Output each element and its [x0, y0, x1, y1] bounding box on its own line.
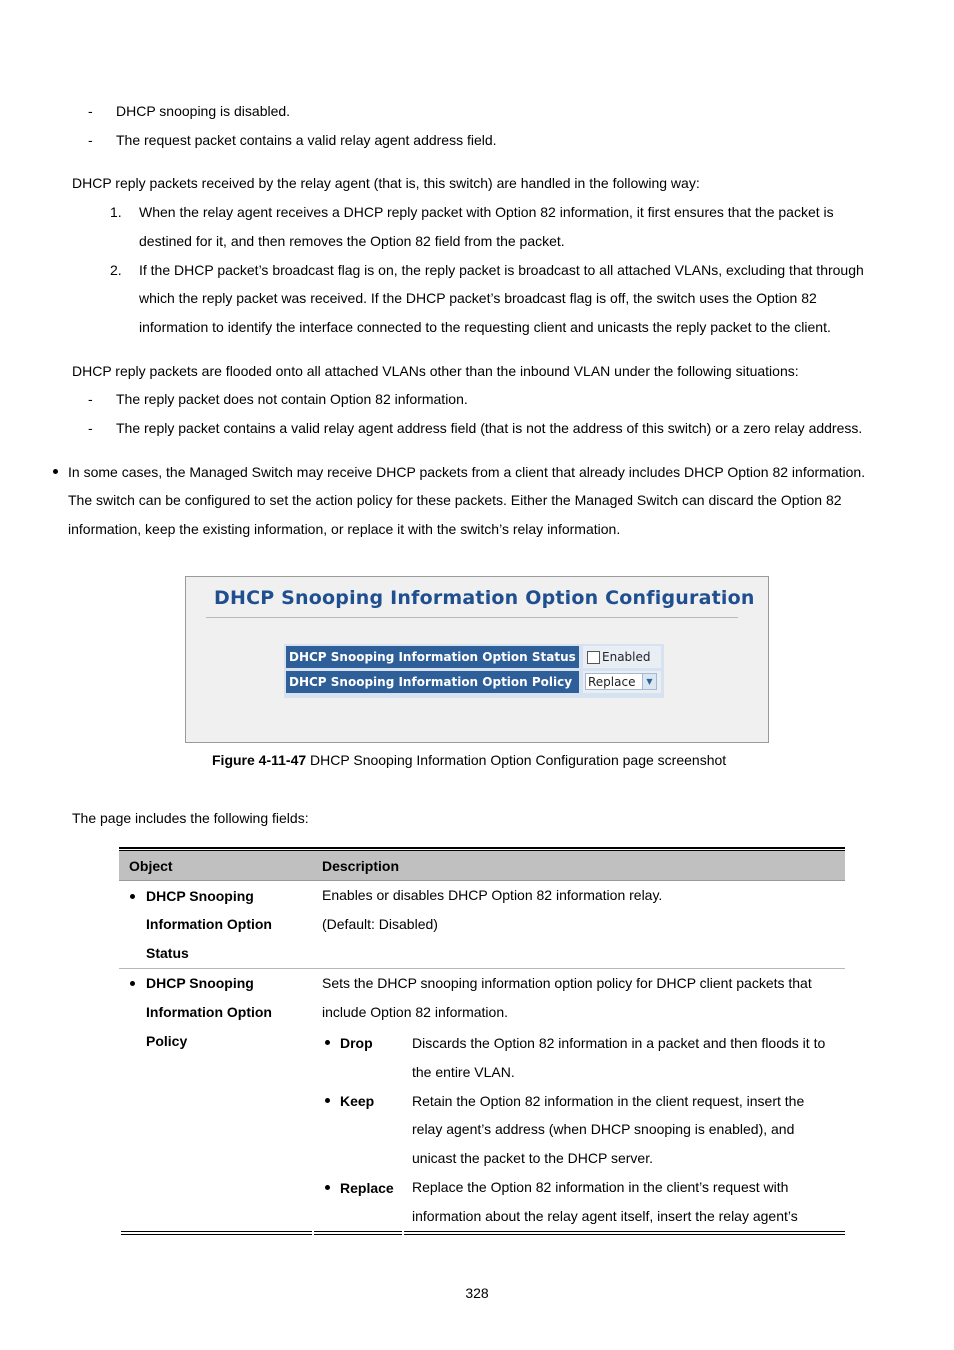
object-name: DHCP Snooping [146, 888, 254, 904]
config-table [284, 644, 664, 698]
object-name: Information Option [146, 916, 272, 932]
option-description: Retain the Option 82 information in the client request, insert the [412, 1093, 805, 1109]
enabled-checkbox[interactable] [587, 651, 600, 664]
status-cell [583, 646, 661, 668]
policy-select[interactable] [585, 673, 657, 690]
policy-label: DHCP Snooping Information Option Policy [286, 671, 579, 693]
row-divider [119, 968, 845, 969]
dash-marker: - [88, 103, 93, 119]
option-description: information about the relay agent itself, insert the relay agent’s [412, 1208, 798, 1224]
dash-marker: - [88, 391, 93, 407]
list-item: DHCP snooping is disabled. [116, 103, 291, 119]
divider [206, 617, 738, 618]
paragraph-line: information, keep the existing information, or replace it with the switch’s relay information. [68, 521, 621, 537]
table-border [314, 1234, 402, 1235]
option-description: Discards the Option 82 information in a packet and then floods it to [412, 1035, 826, 1051]
option-description: the entire VLAN. [412, 1064, 515, 1080]
option-name: Drop [340, 1035, 373, 1051]
figure-label: Figure 4-11-47 [212, 752, 307, 768]
object-name: Information Option [146, 1004, 272, 1020]
list-item-line: If the DHCP packet’s broadcast flag is on, the reply packet is broadcast to all attached VLANs, excluding that through [139, 262, 864, 278]
policy-select-value: Replace [588, 675, 636, 689]
object-name: DHCP Snooping [146, 975, 254, 991]
dash-marker: - [88, 132, 93, 148]
column-header: Description [322, 858, 400, 874]
list-item-line: information to identify the interface connected to the requesting client and unicasts the reply packet to the client. [139, 319, 831, 335]
bullet-icon [130, 894, 135, 899]
list-number: 1. [110, 204, 122, 220]
list-number: 2. [110, 262, 122, 278]
object-name: Status [146, 945, 189, 961]
paragraph: DHCP reply packets are flooded onto all attached VLANs other than the inbound VLAN under the following situations: [72, 363, 799, 379]
list-item-line: When the relay agent receives a DHCP reply packet with Option 82 information, it first ensures that the packet is [139, 204, 834, 220]
status-label: DHCP Snooping Information Option Status [286, 646, 579, 668]
paragraph: The page includes the following fields: [72, 810, 309, 826]
bullet-icon [325, 1098, 330, 1103]
list-item-line: destined for it, and then removes the Option 82 field from the packet. [139, 233, 565, 249]
object-name: Policy [146, 1033, 188, 1049]
table-border [314, 1231, 402, 1232]
bullet-icon [325, 1185, 330, 1190]
enabled-label: Enabled [602, 650, 651, 664]
option-description: relay agent’s address (when DHCP snooping is enabled), and [412, 1121, 795, 1137]
description: Sets the DHCP snooping information option policy for DHCP client packets that [322, 975, 812, 991]
bullet-icon [130, 981, 135, 986]
description: Enables or disables DHCP Option 82 information relay. [322, 887, 663, 903]
option-description: Replace the Option 82 information in the client’s request with [412, 1179, 789, 1195]
screenshot-figure [185, 576, 769, 743]
table-border [404, 1231, 845, 1232]
screenshot-title: DHCP Snooping Information Option Configuration [214, 587, 755, 609]
paragraph-line: The switch can be configured to set the action policy for these packets. Either the Managed Switch can discard the Option 82 [68, 492, 842, 508]
list-item: The request packet contains a valid relay agent address field. [116, 132, 497, 148]
list-item-line: which the reply packet was received. If the DHCP packet’s broadcast flag is off, the switch uses the Option 82 [139, 290, 817, 306]
table-border [121, 1231, 312, 1232]
table-border [119, 847, 845, 849]
page-number: 328 [465, 1285, 489, 1301]
description: (Default: Disabled) [322, 916, 438, 932]
chevron-down-icon[interactable]: ▼ [642, 674, 656, 689]
table-border [404, 1234, 845, 1235]
option-name: Keep [340, 1093, 375, 1109]
figure-caption [212, 751, 726, 769]
table-border [121, 1234, 312, 1235]
option-name: Replace [340, 1180, 394, 1196]
bullet-icon [325, 1040, 330, 1045]
policy-cell [583, 671, 661, 693]
paragraph: DHCP reply packets received by the relay agent (that is, this switch) are handled in the following way: [72, 175, 700, 191]
table-header [119, 851, 845, 881]
list-item: The reply packet contains a valid relay agent address field (that is not the address of this switch) or a zero relay address. [116, 420, 863, 436]
description: include Option 82 information. [322, 1004, 508, 1020]
figure-caption-text: DHCP Snooping Information Option Configuration page screenshot [306, 752, 727, 768]
list-item: The reply packet does not contain Option 82 information. [116, 391, 468, 407]
bullet-icon [53, 469, 58, 474]
paragraph-line: In some cases, the Managed Switch may receive DHCP packets from a client that already includes DHCP Option 82 information. [68, 464, 866, 480]
option-description: unicast the packet to the DHCP server. [412, 1150, 653, 1166]
column-header: Object [129, 858, 173, 874]
dash-marker: - [88, 420, 93, 436]
